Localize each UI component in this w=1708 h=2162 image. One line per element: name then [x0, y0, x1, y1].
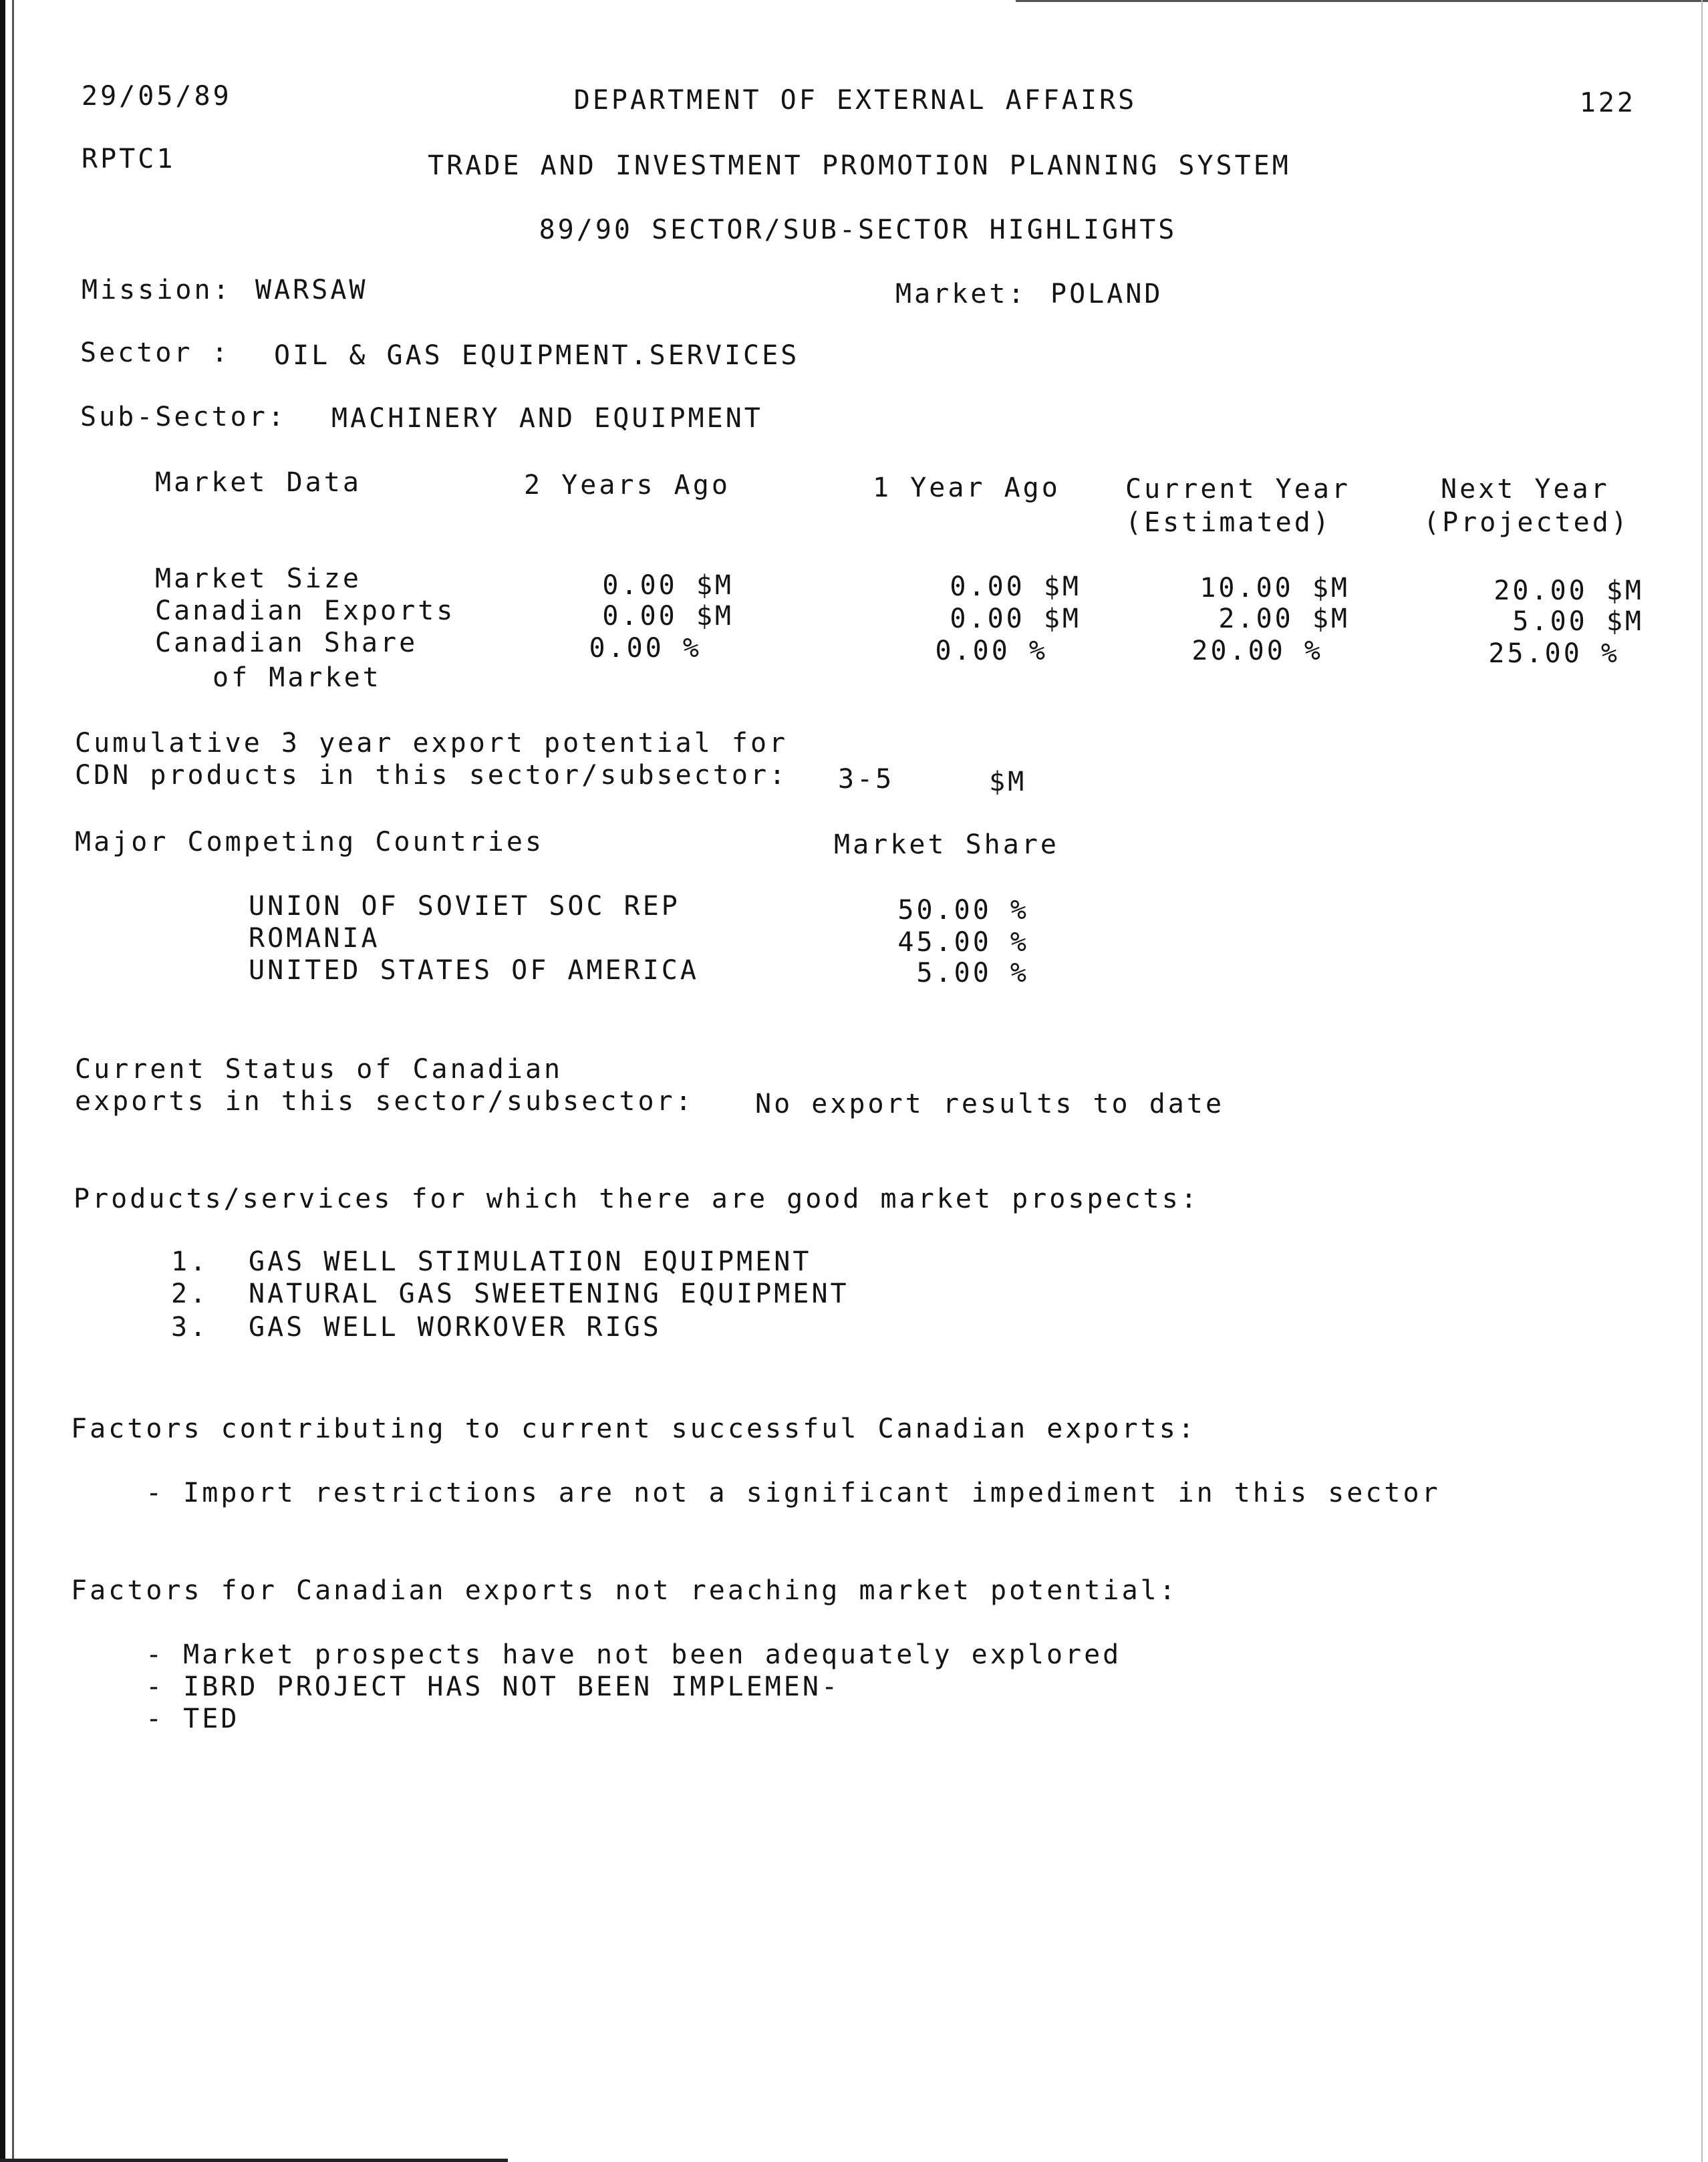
cell-value: 0.00 % [589, 633, 702, 664]
competitors-share-title: Market Share [834, 829, 1059, 860]
product-number: 3. [171, 1312, 209, 1343]
factors-success-item: - Import restrictions are not a significant impediment in this sector [146, 1478, 1441, 1508]
page-number: 122 [1579, 88, 1636, 118]
list-item: - TED [146, 1704, 240, 1734]
system-title: TRADE AND INVESTMENT PROMOTION PLANNING SYSTEM [428, 150, 1291, 181]
mission-value: WARSAW [255, 275, 368, 305]
sector-value: OIL & GAS EQUIPMENT.SERVICES [274, 340, 800, 371]
market-data-header-label: Market Data [155, 467, 362, 498]
subsector-label: Sub-Sector: [80, 402, 287, 432]
mission-label: Mission: [82, 275, 232, 305]
cell-value: 0.00 $M [950, 571, 1081, 602]
cell-value: 0.00 % [935, 636, 1048, 666]
row-label-market-size: Market Size [155, 563, 362, 594]
list-item: - IBRD PROJECT HAS NOT BEEN IMPLEMEN- [146, 1671, 841, 1702]
product-number: 1. [171, 1246, 209, 1277]
product-number: 2. [171, 1278, 209, 1309]
department-title: DEPARTMENT OF EXTERNAL AFFAIRS [573, 85, 1137, 116]
col-header-current-year-sub: (Estimated) [1125, 507, 1332, 538]
scan-edge-right [1701, 0, 1703, 2162]
status-line1: Current Status of Canadian [75, 1054, 563, 1085]
subsector-value: MACHINERY AND EQUIPMENT [331, 403, 763, 434]
cell-value: 10.00 $M [1199, 573, 1350, 603]
cell-value: 0.00 $M [950, 603, 1081, 634]
factors-success-title: Factors contributing to current successful Canadian exports: [71, 1413, 1197, 1444]
cell-value: 0.00 $M [602, 570, 734, 601]
scan-edge-bottom [0, 2159, 508, 2162]
scan-edge-top [1016, 0, 1708, 2]
competitors-title: Major Competing Countries [75, 827, 545, 857]
cell-value: 25.00 % [1488, 638, 1620, 669]
list-item: - Market prospects have not been adequately explored [146, 1639, 1122, 1670]
factors-barriers-title: Factors for Canadian exports not reaching market potential: [71, 1575, 1178, 1606]
competitor-country: UNION OF SOVIET SOC REP [249, 891, 680, 922]
report-title: 89/90 SECTOR/SUB-SECTOR HIGHLIGHTS [539, 215, 1177, 245]
product-text: NATURAL GAS SWEETENING EQUIPMENT [249, 1278, 849, 1309]
status-value: No export results to date [755, 1089, 1225, 1119]
cumulative-value: 3-5 [838, 764, 895, 795]
market-label: Market: [895, 279, 1027, 309]
market-value: POLAND [1050, 279, 1163, 309]
competitor-share: 50.00 % [897, 895, 1029, 926]
cumulative-line2: CDN products in this sector/subsector: [75, 760, 789, 791]
report-code: RPTC1 [82, 144, 176, 174]
row-label-canadian-share-line2: of Market [212, 662, 382, 693]
col-header-next-year-sub: (Projected) [1423, 507, 1630, 538]
competitor-country: UNITED STATES OF AMERICA [249, 955, 699, 986]
status-line2: exports in this sector/subsector: [75, 1086, 694, 1117]
col-header-2-years-ago: 2 Years Ago [524, 470, 730, 501]
col-header-next-year: Next Year [1441, 474, 1610, 505]
row-label-canadian-share: Canadian Share [155, 628, 418, 658]
cell-value: 20.00 % [1191, 636, 1323, 666]
sector-label: Sector : [80, 337, 231, 368]
product-text: GAS WELL WORKOVER RIGS [249, 1312, 662, 1343]
row-label-canadian-exports: Canadian Exports [155, 595, 456, 626]
products-title: Products/services for which there are good market prospects: [74, 1184, 1199, 1214]
competitor-share: 45.00 % [897, 927, 1029, 958]
col-header-1-year-ago: 1 Year Ago [873, 472, 1060, 503]
cell-value: 2.00 $M [1218, 603, 1350, 634]
cell-value: 0.00 $M [602, 601, 734, 632]
competitor-country: ROMANIA [249, 923, 380, 954]
cumulative-line1: Cumulative 3 year export potential for [75, 728, 789, 759]
cell-value: 5.00 $M [1512, 606, 1644, 637]
report-date: 29/05/89 [82, 81, 232, 112]
scan-edge-left [0, 0, 5, 2162]
scan-edge-left-inner [12, 0, 14, 2162]
product-text: GAS WELL STIMULATION EQUIPMENT [249, 1246, 812, 1277]
cumulative-unit: $M [989, 767, 1027, 797]
cell-value: 20.00 $M [1493, 575, 1644, 606]
competitor-share: 5.00 % [916, 958, 1029, 988]
col-header-current-year: Current Year [1125, 474, 1350, 505]
